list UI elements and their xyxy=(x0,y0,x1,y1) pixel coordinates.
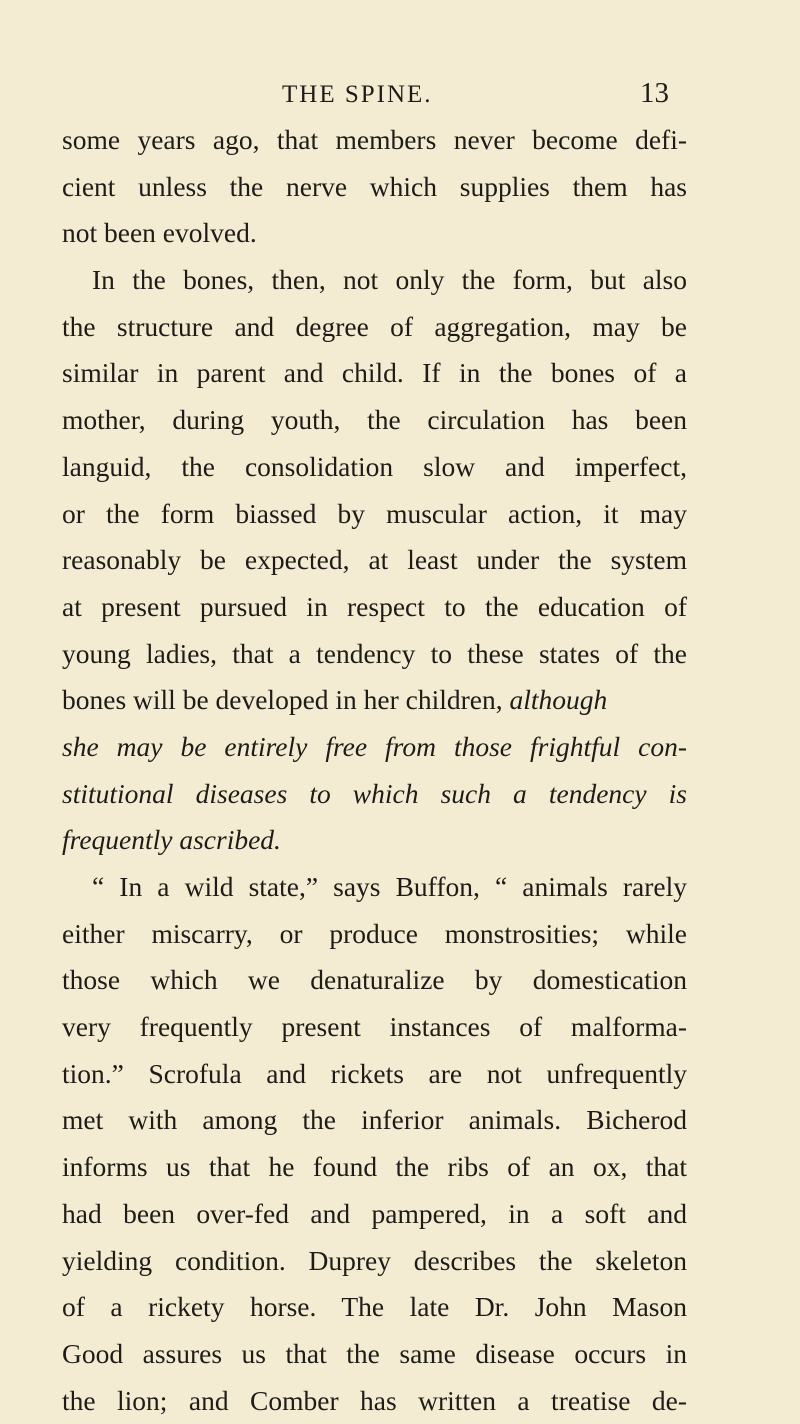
text-line xyxy=(62,677,687,724)
text-line: Good assures us that the same disease occurs in xyxy=(62,1337,687,1369)
text-line: of a rickety horse. The late Dr. John Mason xyxy=(62,1291,687,1323)
text-line: yielding condition. Duprey describes the skeleton xyxy=(62,1244,687,1276)
text-line: the lion; and Comber has written a treatise de- xyxy=(62,1384,687,1416)
text-line: either miscarry, or produce monstrosities; while xyxy=(62,917,687,949)
text-line: stitutional diseases to which such a tendency is xyxy=(62,777,687,809)
text-line: very frequently present instances of malforma- xyxy=(62,1011,687,1043)
text-line: she may be entirely free from those frightful con- xyxy=(62,730,687,762)
text-line: had been over-fed and pampered, in a soft and xyxy=(62,1197,687,1229)
text-line: at present pursued in respect to the education of xyxy=(62,590,687,622)
text-line-italic: although xyxy=(509,684,608,716)
page-number: 13 xyxy=(640,77,669,109)
text-line: “ In a wild state,” says Buffon, “ animals rarely xyxy=(92,871,687,902)
text-line-roman: bones will be developed in her children, xyxy=(62,684,503,716)
text-line: the structure and degree of aggregation, may be xyxy=(62,310,687,342)
text-line: tion.” Scrofula and rickets are not unfrequently xyxy=(62,1057,687,1089)
text-line: In the bones, then, not only the form, but also xyxy=(92,264,687,296)
text-line: those which we denaturalize by domestication xyxy=(62,964,687,996)
text-line: not been evolved. xyxy=(62,217,257,249)
text-line: mother, during youth, the circulation has been xyxy=(62,404,687,436)
text-line: some years ago, that members never become defi- xyxy=(62,124,687,155)
text-line: reasonably be expected, at least under the system xyxy=(62,544,687,576)
text-line: cient unless the nerve which supplies them has xyxy=(62,170,687,202)
text-line: met with among the inferior animals. Bicherod xyxy=(62,1104,687,1136)
text-line: frequently ascribed. xyxy=(62,824,281,856)
running-head: THE SPINE. xyxy=(282,81,433,108)
text-line: similar in parent and child. If in the bones of a xyxy=(62,357,687,389)
body-text xyxy=(62,117,687,1424)
text-line: young ladies, that a tendency to these states of the xyxy=(62,637,687,669)
text-line: languid, the consolidation slow and imperfect, xyxy=(62,450,687,482)
text-line: or the form biassed by muscular action, it may xyxy=(62,497,687,529)
text-line: informs us that he found the ribs of an ox, that xyxy=(62,1151,687,1183)
